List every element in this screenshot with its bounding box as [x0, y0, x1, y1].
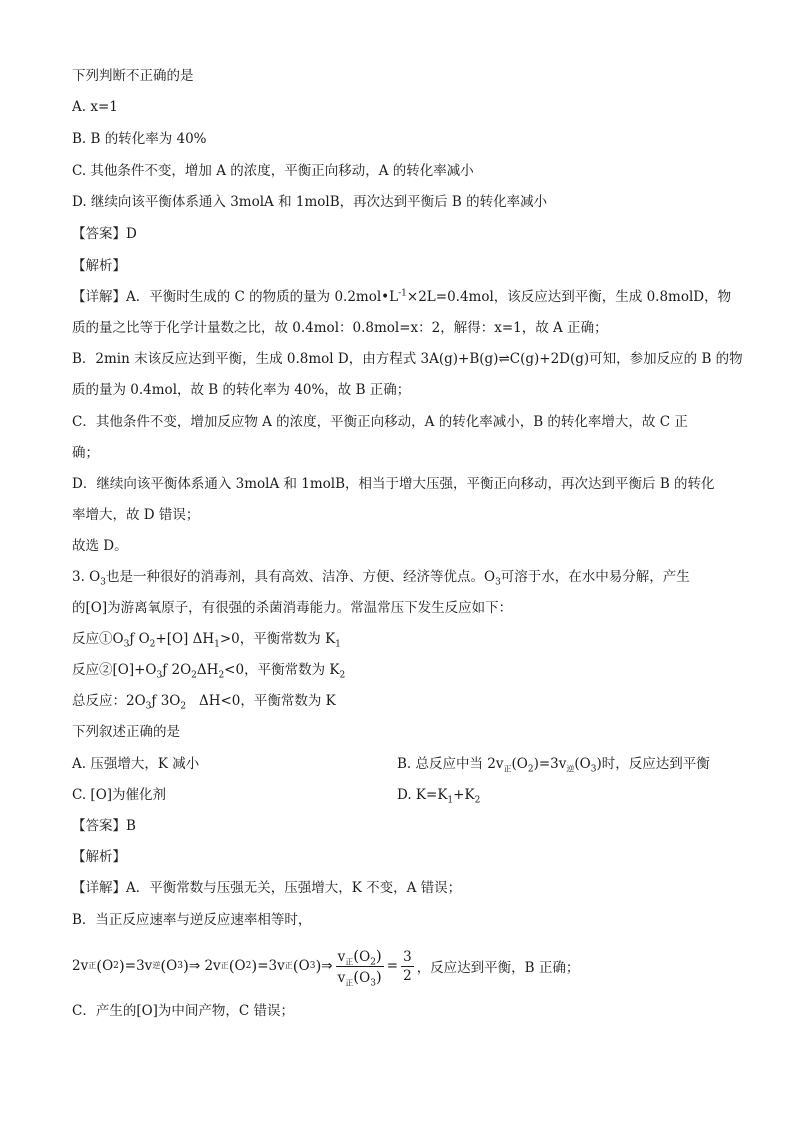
- q2-detail-a-line2: 质的量之比等于化学计量数之比，故 0.4mol：0.8mol=x：2，解得：x=1，故 A 正确；: [72, 320, 608, 336]
- three-halves-fraction: $\frac{3}{2}$: [403, 948, 412, 984]
- q2-detail-c-line2: 确；: [72, 445, 99, 461]
- q2-stem: 下列判断不正确的是: [72, 68, 194, 84]
- q3-option-d: D. $K=K_1+K_2$: [397, 787, 481, 806]
- q2-detail-b-line2: 质的量为 0.4mol，故 B 的转化率为 40%，故 B 正确；: [72, 382, 411, 398]
- q2-option-c: C. 其他条件不变，增加 A 的浓度，平衡正向移动，A 的转化率减小: [72, 163, 474, 179]
- q3-question: 下列叙述正确的是: [72, 724, 180, 740]
- q3-detail-b: B．当正反应速率与逆反应速率相等时，: [72, 912, 312, 928]
- q3-detail-c: C．产生的[O]为中间产物，C 错误；: [72, 1003, 295, 1019]
- q2-option-d: D. 继续向该平衡体系通入 3molA 和 1molB，再次达到平衡后 B 的转化率减小: [72, 194, 548, 210]
- q2-detail-d-line1: D．继续向该平衡体系通入 3molA 和 1molB，相当于增大压强，平衡正向移动，再次达到平衡后 B 的转化: [72, 476, 715, 492]
- q2-detail-d-line2: 率增大，故 D 错误；: [72, 507, 200, 523]
- q3-reaction-1: 反应$①O_3ƒ$ $O_2+[O]$ $\Delta H_1>0$，平衡常数为 $K_1$: [72, 631, 341, 650]
- q3-total-reaction: 总反应：$2O_3ƒ$ $3O_2$ ΔH<0，平衡常数为 K: [72, 693, 336, 712]
- q2-detail-b-line1: B．2min 末该反应达到平衡，生成 0.8mol D，由方程式 3A(g)+B(g)⇌C(g)+2D(g)可知，参加反应的 B 的物: [72, 351, 743, 367]
- q3-option-b: B. 总反应中当 $2v_正(O_2)=3v_逆(O_3)$时，反应达到平衡: [397, 756, 710, 775]
- q3-option-a: A. 压强增大，K 减小: [72, 756, 200, 772]
- q2-detail-a-line1: 【详解】A．平衡时生成的 C 的物质的量为 $0.2mol•L^{-1}\times 2L=0.4mol$，该反应达到平衡，生成 0.8molD，物: [72, 288, 732, 305]
- rate-ratio-fraction: $\frac{v_正(O_2)}{v_正(O_3)}$: [337, 946, 382, 989]
- q2-option-a: A. x=1: [72, 99, 118, 115]
- q3-stem-line1: 3. $O_3$也是一种很好的消毒剂，具有高效、洁净、方便、经济等优点。$O_3$可溶于水，在水中易分解，产生: [72, 569, 690, 588]
- q2-answer: 【答案】D: [72, 226, 137, 242]
- q3-option-c: C. [O]为催化剂: [72, 787, 167, 803]
- q2-detail-c-line1: C．其他条件不变，增加反应物 A 的浓度，平衡正向移动，A 的转化率减小，B 的转化率增大，故 C 正: [72, 414, 688, 430]
- q3-analysis-label: 【解析】: [72, 849, 126, 865]
- q2-analysis-label: 【解析】: [72, 258, 126, 274]
- q3-equation-tail: ，反应达到平衡，B 正确；: [416, 960, 580, 976]
- q2-conclusion: 故选 D。: [72, 538, 128, 554]
- q3-reaction-2: 反应$②[O]+O_3ƒ$ $2O_2\Delta H_2<0$，平衡常数为 $K_2$: [72, 662, 346, 681]
- q3-detail-a: 【详解】A．平衡常数与压强无关，压强增大，K 不变，A 错误；: [72, 880, 462, 896]
- q3-answer: 【答案】B: [72, 818, 136, 834]
- q3-stem-line2: 的[O]为游离氧原子，有很强的杀菌消毒能力。常温常压下发生反应如下：: [72, 600, 513, 616]
- q2-option-b: B. B 的转化率为 40%: [72, 131, 207, 147]
- q3-rate-equation: 2 v 正 ( O 2 ) = 3 v 逆 ( O 3 ) ⇒ 2 v 正 ( O 2 ) = 3 v 正 ( O 3 ) ⇒ $\frac{v_正(O_2)}{v_正(O_3)}$ = $\frac{3}{2}$ ，反应达到平衡，B 正确；: [72, 946, 580, 989]
